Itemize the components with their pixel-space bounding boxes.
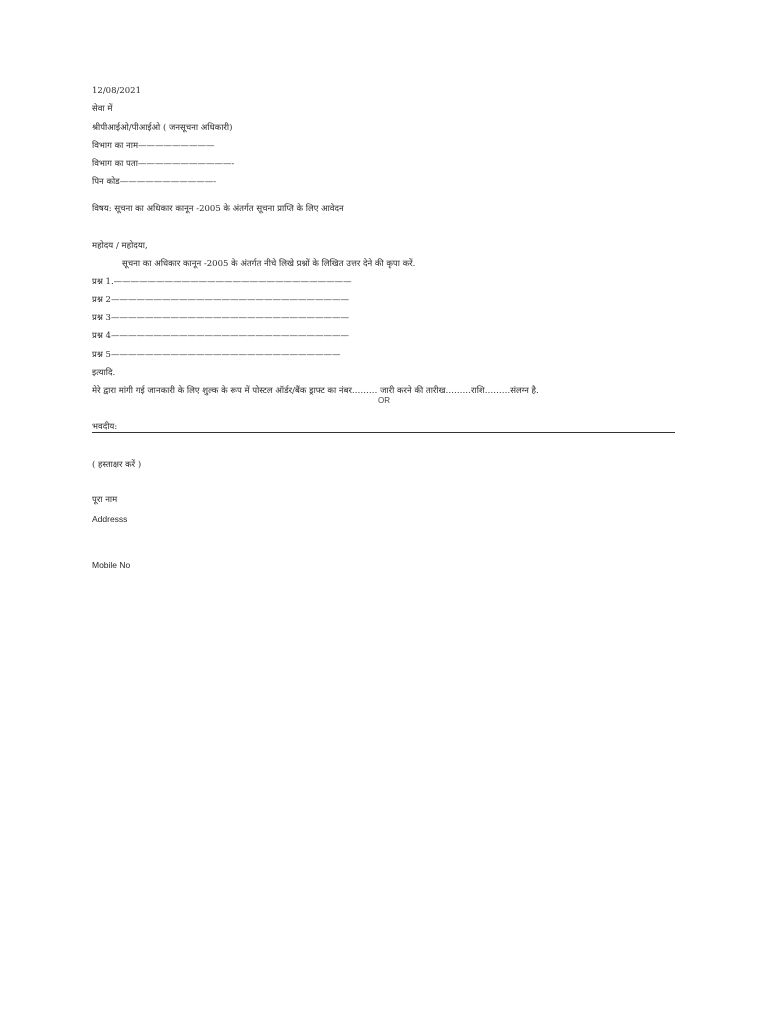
question-1: प्रश्न 1.————————————————————————————	[92, 277, 352, 287]
divider-line	[92, 432, 675, 433]
pincode-field: पिन कोड———————————-	[92, 177, 217, 187]
closing-yours: भवदीय:	[92, 422, 118, 432]
salutation: महोदय / महोदया,	[92, 241, 148, 251]
subject-line: विषय: सूचना का अधिकार कानून -2005 के अंतर्गत सूचना प्राप्ति के लिए आवेदन	[92, 204, 344, 214]
mobile-label: Mobile No	[92, 560, 131, 570]
recipient-salutation: सेवा में	[92, 104, 113, 114]
request-body: सूचना का अधिकार कानून -2005 के अंतर्गत नीचे लिखे प्रश्नों के लिखित उत्तर देने की कृपा करें.	[122, 259, 416, 269]
question-3: प्रश्न 3————————————————————————————	[92, 313, 349, 323]
address-label: Addresss	[92, 514, 128, 524]
question-5: प्रश्न 5———————————————————————————	[92, 350, 341, 360]
question-4: प्रश्न 4————————————————————————————	[92, 331, 349, 341]
fee-statement: मेरे द्वारा मांगी गई जानकारी के लिए शुल्क के रूप में पोस्टल ऑर्डर/बैंक ड्राफ्ट का नंबर……… जारी करने की तारीख………राशि………संलग्न है.	[92, 386, 539, 396]
recipient-officer: श्रीपीआईओ/पीआईओ ( जनसूचना अधिकारी)	[92, 123, 233, 133]
or-text: OR	[378, 396, 390, 405]
full-name-label: पूरा नाम	[92, 495, 118, 505]
question-2: प्रश्न 2————————————————————————————	[92, 295, 349, 305]
letter-date: 12/08/2021	[92, 86, 141, 96]
etc-text: इत्यादि.	[92, 368, 116, 378]
department-address-field: विभाग का पता———————————-	[92, 159, 235, 169]
signature-placeholder: ( हस्ताक्षर करें )	[92, 460, 142, 470]
department-name-field: विभाग का नाम—————————	[92, 141, 215, 151]
